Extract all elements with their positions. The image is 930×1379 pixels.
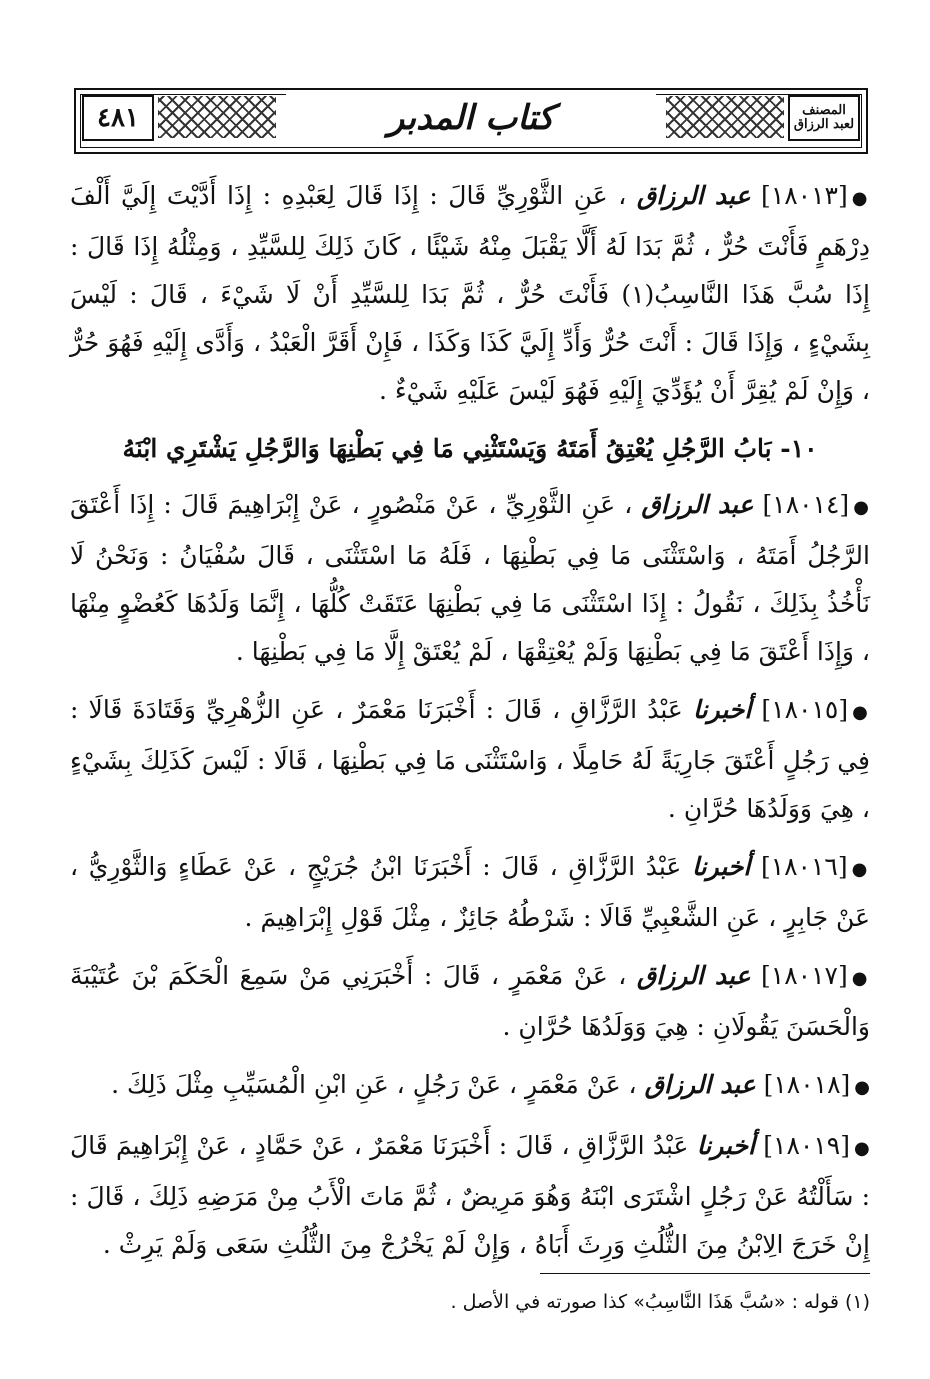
seal-box [788, 95, 860, 141]
footnote: (١) قوله : «سُبَّ هَذَا النَّاسِبُ» كذا صورته في الأصل . [450, 1291, 870, 1313]
narrator: عبد الرزاق [641, 490, 754, 519]
page-header [74, 88, 868, 154]
narrator: عبد الرزاق [644, 1070, 756, 1099]
ornament-left [158, 96, 276, 138]
hadith-id: [١٨٠١٣] [761, 181, 848, 210]
narrator: أخبرنا [691, 852, 751, 881]
ornament-right [666, 96, 784, 138]
bullet-icon: ● [854, 1077, 870, 1098]
bullet-icon: ● [853, 1138, 870, 1159]
page-number-box [82, 95, 154, 141]
page-number: ٤٨١ [97, 103, 139, 133]
text-body [70, 172, 870, 1279]
hadith-paragraph [70, 172, 870, 415]
hadith-paragraph [70, 952, 870, 1051]
hadith-text: ، عَنْ مَعْمَرٍ ، قَالَ : أَخْبَرَنِي مَنْ سَمِعَ الْحَكَمَ بْنَ عُتَيْبَةَ وَالْحَسَنَ يَقُولَانِ : هِيَ وَوَلَدُهَا حُرَّانِ . [70, 961, 870, 1041]
hadith-text: ، عَنْ مَعْمَرٍ ، عَنْ رَجُلٍ ، عَنِ ابْنِ الْمُسَيِّبِ مِثْلَ ذَلِكَ . [111, 1070, 637, 1099]
hadith-paragraph [70, 686, 870, 833]
bullet-icon: ● [852, 702, 870, 723]
bullet-icon: ● [851, 188, 871, 209]
hadith-text: عَبْدُ الرَّزَّاقِ ، قَالَ : أَخْبَرَنَا ابْنُ جُرَيْجٍ ، عَنْ عَطَاءٍ وَالثَّوْرِيُّ ، عَنْ جَابِرٍ ، عَنِ الشَّعْبِيِّ قَالَا : شَرْطُهُ جَائِزٌ ، مِثْلَ قَوْلِ إِبْرَاهِيمَ . [70, 852, 870, 932]
hadith-paragraph [70, 843, 870, 942]
hadith-id: [١٨٠١٦] [760, 852, 848, 881]
narrator: عبد الرزاق [636, 961, 751, 990]
bullet-icon: ● [851, 968, 870, 989]
hadith-id: [١٨٠١٨] [763, 1070, 851, 1099]
narrator: عبد الرزاق [636, 181, 751, 210]
hadith-text: عَبْدُ الرَّزَّاقِ ، قَالَ : أَخْبَرَنَا مَعْمَرٌ ، عَنْ حَمَّادٍ ، عَنْ إِبْرَاهِيمَ قَالَ : سَأَلْتُهُ عَنْ رَجُلٍ اشْتَرَى ابْنَهُ وَهُوَ مَرِيضٌ ، ثُمَّ مَاتَ الْأَبُ مِنْ مَرَضِهِ ذَلِكَ ، قَالَ : إِنْ خَرَجَ الِابْنُ مِنَ الثُّلُثِ وَرِثَ أَبَاهُ ، وَإِنْ لَمْ يَخْرُجْ مِنَ الثُّلُثِ سَعَى وَلَمْ يَرِثْ . [70, 1131, 871, 1259]
chapter-heading: ١٠- بَابُ الرَّجُلِ يُعْتِقُ أَمَتَهُ وَيَسْتَثْنِي مَا فِي بَطْنِهَا وَالرَّجُلِ يَشْتَرِي ابْنَهُ [122, 434, 818, 463]
book-title: كتاب المدبر [286, 93, 656, 143]
hadith-paragraph [70, 1061, 870, 1112]
narrator: أخبرنا [692, 695, 752, 724]
hadith-paragraph [70, 1122, 870, 1269]
bullet-icon: ● [851, 859, 870, 880]
footnote-divider [540, 1273, 870, 1274]
hadith-text: ، عَنِ الثَّوْرِيِّ ، عَنْ مَنْصُورٍ ، عَنْ إِبْرَاهِيمَ قَالَ : إِذَا أَعْتَقَ الرَّجُلُ أَمَتَهُ ، وَاسْتَثْنَى مَا فِي بَطْنِهَا ، فَلَهُ مَا اسْتَثْنَى ، قَالَ سُفْيَانُ : وَنَحْنُ لَا نَأْخُذُ بِذَلِكَ ، نَقُولُ : إِذَا اسْتَثْنَى مَا فِي بَطْنِهَا عَتَقَتْ كُلُّهَا ، إِنَّمَا وَلَدُهَا كَعُضْوٍ مِنْهَا ، وَإِذَا أَعْتَقَ مَا فِي بَطْنِهَا وَلَمْ يُعْتِقْهَا ، لَمْ يُعْتَقْ إِلَّا مَا فِي بَطْنِهَا . [70, 490, 870, 666]
hadith-paragraph [70, 481, 870, 676]
narrator: أخبرنا [696, 1131, 756, 1160]
hadith-id: [١٨٠١٩] [763, 1131, 850, 1160]
hadith-id: [١٨٠١٥] [761, 695, 849, 724]
seal-logo: المصنف لعبد الرزاق [793, 103, 855, 132]
hadith-id: [١٨٠١٤] [762, 490, 850, 519]
hadith-id: [١٨٠١٧] [761, 961, 848, 990]
bullet-icon: ● [853, 497, 870, 518]
hadith-text: عَبْدُ الرَّزَّاقِ ، قَالَ : أَخْبَرَنَا مَعْمَرٌ ، عَنِ الزُّهْرِيِّ وَقَتَادَةَ قَالَا : فِي رَجُلٍ أَعْتَقَ جَارِيَةً لَهُ حَامِلًا ، وَاسْتَثْنَى مَا فِي بَطْنِهَا ، قَالَا : لَيْسَ كَذَلِكَ بِشَيْءٍ ، هِيَ وَوَلَدُهَا حُرَّانِ . [70, 695, 870, 823]
hadith-text: ، عَنِ الثَّوْرِيِّ قَالَ : إِذَا قَالَ لِعَبْدِهِ : إِذَا أَدَّيْتَ إِلَيَّ أَلْفَ دِرْهَمٍ فَأَنْتَ حُرٌّ ، ثُمَّ بَدَا لَهُ أَلَّا يَقْبَلَ مِنْهُ شَيْئًا ، كَانَ ذَلِكَ لِلسَّيِّدِ ، وَمِثْلُهُ إِذَا قَالَ : إِذَا سُبَّ هَذَا النَّاسِبُ(١) فَأَنْتَ حُرٌّ ، ثُمَّ بَدَا لِلسَّيِّدِ أَنْ لَا شَيْءَ ، قَالَ : لَيْسَ بِشَيْءٍ ، وَإِذَا قَالَ : أَنْتَ حُرٌّ وَأَدِّ إِلَيَّ كَذَا وَكَذَا ، فَإِنْ أَقَرَّ الْعَبْدُ ، وَأَدَّى إِلَيْهِ فَهُوَ حُرٌّ ، وَإِنْ لَمْ يُقِرَّ أَنْ يُؤَدِّيَ إِلَيْهِ فَهُوَ لَيْسَ عَلَيْهِ شَيْءٌ . [70, 181, 870, 405]
